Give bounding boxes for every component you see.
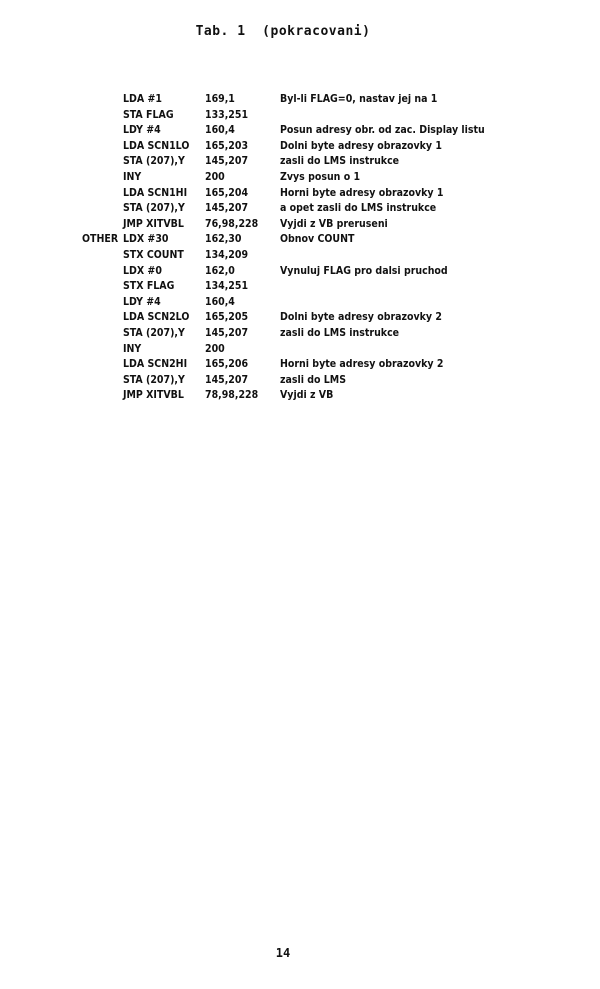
row-bytes: 165,204 — [205, 186, 249, 199]
row-instruction: STA (207),Y — [123, 326, 185, 339]
row-comment: Dolni byte adresy obrazovky 2 — [280, 311, 442, 324]
listing-row — [0, 139, 600, 155]
listing-row — [0, 186, 600, 202]
row-bytes: 145,207 — [205, 373, 249, 386]
row-bytes: 200 — [205, 342, 225, 355]
row-comment: zasli do LMS instrukce — [280, 155, 400, 168]
row-comment: zasli do LMS — [280, 373, 347, 386]
row-bytes: 162,30 — [205, 233, 242, 246]
row-instruction: LDX #0 — [123, 264, 162, 277]
listing-row — [0, 373, 600, 389]
listing-row — [0, 170, 600, 186]
row-instruction: LDY #4 — [123, 124, 161, 137]
row-instruction: LDY #4 — [123, 295, 161, 308]
row-instruction: JMP XITVBL — [123, 217, 184, 230]
row-label: OTHER — [82, 233, 119, 246]
row-bytes: 134,209 — [205, 248, 249, 261]
row-instruction: STA (207),Y — [123, 373, 185, 386]
row-instruction: STX COUNT — [123, 248, 184, 261]
row-bytes: 160,4 — [205, 295, 235, 308]
row-instruction: INY — [123, 170, 142, 183]
row-comment: Horni byte adresy obrazovky 1 — [280, 186, 444, 199]
row-bytes: 145,207 — [205, 202, 249, 215]
row-comment: Horni byte adresy obrazovky 2 — [280, 358, 444, 371]
row-bytes: 160,4 — [205, 124, 235, 137]
row-instruction: LDA SCN2HI — [123, 358, 188, 371]
row-instruction: STA (207),Y — [123, 202, 185, 215]
row-instruction: STA (207),Y — [123, 155, 185, 168]
listing-row — [0, 92, 600, 108]
row-comment: zasli do LMS instrukce — [280, 326, 400, 339]
listing-row — [0, 123, 600, 139]
row-instruction: LDA SCN1LO — [123, 139, 190, 152]
listing-row — [0, 154, 600, 170]
listing-row — [0, 201, 600, 217]
row-bytes: 145,207 — [205, 326, 249, 339]
listing-row — [0, 279, 600, 295]
row-instruction: STX FLAG — [123, 280, 175, 293]
row-comment: Obnov COUNT — [280, 233, 355, 246]
listing-row — [0, 232, 600, 248]
row-instruction: STA FLAG — [123, 108, 174, 121]
listing-row — [0, 342, 600, 358]
row-comment: Posun adresy obr. od zac. Display listu — [280, 124, 485, 137]
row-instruction: LDA #1 — [123, 93, 162, 105]
row-bytes: 76,98,228 — [205, 217, 259, 230]
listing-row — [0, 388, 600, 404]
row-bytes: 78,98,228 — [205, 389, 259, 402]
listing-row — [0, 264, 600, 280]
row-bytes: 133,251 — [205, 108, 249, 121]
page-number: 14 — [275, 946, 291, 960]
row-bytes: 134,251 — [205, 280, 249, 293]
listing-row — [0, 357, 600, 373]
row-comment: Vyjdi z VB preruseni — [280, 217, 388, 230]
row-comment: Dolni byte adresy obrazovky 1 — [280, 139, 442, 152]
row-instruction: LDA SCN1HI — [123, 186, 188, 199]
row-instruction: LDA SCN2LO — [123, 311, 190, 324]
row-comment: Zvys posun o 1 — [280, 170, 361, 183]
listing-row — [0, 248, 600, 264]
row-instruction: LDX #30 — [123, 233, 169, 246]
row-comment: Byl-li FLAG=0, nastav jej na 1 — [280, 93, 438, 105]
row-bytes: 165,205 — [205, 311, 249, 324]
row-bytes: 200 — [205, 170, 225, 183]
page-title: Tab. 1 (pokracovani) — [195, 24, 371, 39]
row-instruction: JMP XITVBL — [123, 389, 184, 402]
listing-row — [0, 326, 600, 342]
row-instruction: INY — [123, 342, 142, 355]
row-bytes: 162,0 — [205, 264, 235, 277]
row-bytes: 169,1 — [205, 93, 235, 105]
row-bytes: 165,206 — [205, 358, 249, 371]
listing-row — [0, 108, 600, 124]
row-bytes: 165,203 — [205, 139, 249, 152]
row-comment: Vyjdi z VB — [280, 389, 334, 402]
code-listing — [0, 92, 600, 404]
row-bytes: 145,207 — [205, 155, 249, 168]
row-comment: a opet zasli do LMS instrukce — [280, 202, 437, 215]
row-comment: Vynuluj FLAG pro dalsi pruchod — [280, 264, 448, 277]
listing-row — [0, 295, 600, 311]
listing-row — [0, 217, 600, 233]
listing-row — [0, 310, 600, 326]
